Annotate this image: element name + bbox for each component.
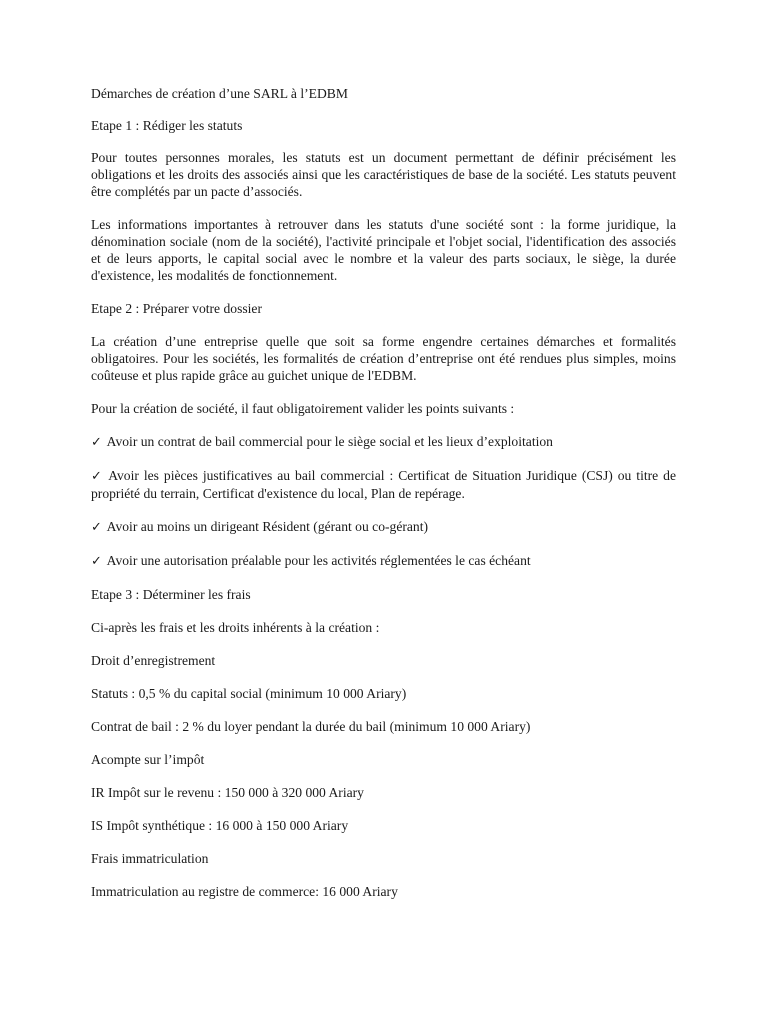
checkmark-icon: ✓ bbox=[91, 554, 102, 569]
ir-fee: IR Impôt sur le revenu : 150 000 à 320 000 Ariary bbox=[91, 785, 364, 800]
checkmark-icon: ✓ bbox=[91, 469, 102, 484]
step2-paragraph-1: La création d’une entreprise quelle que soit sa forme engendre certaines démarches et formalités obligatoires. Pour les sociétés, les formalités de création d’entreprise ont été rendues plus simples, moins coûteuse et plus rapide grâce au guichet unique de l'EDBM. bbox=[91, 334, 676, 383]
step1-heading: Etape 1 : Rédiger les statuts bbox=[91, 118, 243, 133]
document-title: Démarches de création d’une SARL à l’EDBM bbox=[91, 86, 348, 101]
statuts-fee: Statuts : 0,5 % du capital social (minimum 10 000 Ariary) bbox=[91, 686, 407, 701]
checklist-item bbox=[91, 433, 676, 451]
is-fee: IS Impôt synthétique : 16 000 à 150 000 Ariary bbox=[91, 818, 349, 833]
tax-heading: Acompte sur l’impôt bbox=[91, 752, 205, 767]
step2-heading: Etape 2 : Préparer votre dossier bbox=[91, 301, 262, 316]
checklist-item bbox=[91, 467, 676, 502]
checkmark-icon: ✓ bbox=[91, 435, 102, 450]
step2-paragraph-2: Pour la création de société, il faut obligatoirement valider les points suivants : bbox=[91, 401, 515, 416]
checkmark-icon: ✓ bbox=[91, 520, 102, 535]
checklist-item bbox=[91, 518, 676, 536]
checklist-item-text: Avoir un contrat de bail commercial pour le siège social et les lieux d’exploitation bbox=[106, 434, 553, 449]
immatriculation-heading: Frais immatriculation bbox=[91, 851, 209, 866]
step1-paragraph-1: Pour toutes personnes morales, les statuts est un document permettant de définir précisément les obligations et les droits des associés ainsi que les caractéristiques de base de la société. Les statuts peuvent être complétés par un pacte d’associés. bbox=[91, 150, 676, 199]
lease-fee: Contrat de bail : 2 % du loyer pendant la durée du bail (minimum 10 000 Ariary) bbox=[91, 719, 531, 734]
checklist-item bbox=[91, 552, 676, 570]
step3-intro: Ci-après les frais et les droits inhérents à la création : bbox=[91, 620, 380, 635]
step3-heading: Etape 3 : Déterminer les frais bbox=[91, 587, 251, 602]
step1-paragraph-2: Les informations importantes à retrouver dans les statuts d'une société sont : la forme juridique, la dénomination sociale (nom de la société), l'activité principale et l'objet social, l'identification des associés et de leurs apports, le capital social avec le nombre et la valeur des parts sociaux, le siège, la durée d'existence, les modalités de fonctionnement. bbox=[91, 217, 676, 283]
checklist-item-text: Avoir au moins un dirigeant Résident (gérant ou co-gérant) bbox=[106, 519, 429, 534]
checklist-item-text: Avoir une autorisation préalable pour les activités réglementées le cas échéant bbox=[106, 553, 531, 568]
registration-heading: Droit d’enregistrement bbox=[91, 653, 216, 668]
immatriculation-fee: Immatriculation au registre de commerce: 16 000 Ariary bbox=[91, 884, 398, 899]
document-page bbox=[91, 85, 676, 916]
checklist-item-text: Avoir les pièces justificatives au bail commercial : Certificat de Situation Juridique (CSJ) ou titre de propriété du terrain, Certificat d'existence du local, Plan de repérage. bbox=[91, 468, 676, 501]
